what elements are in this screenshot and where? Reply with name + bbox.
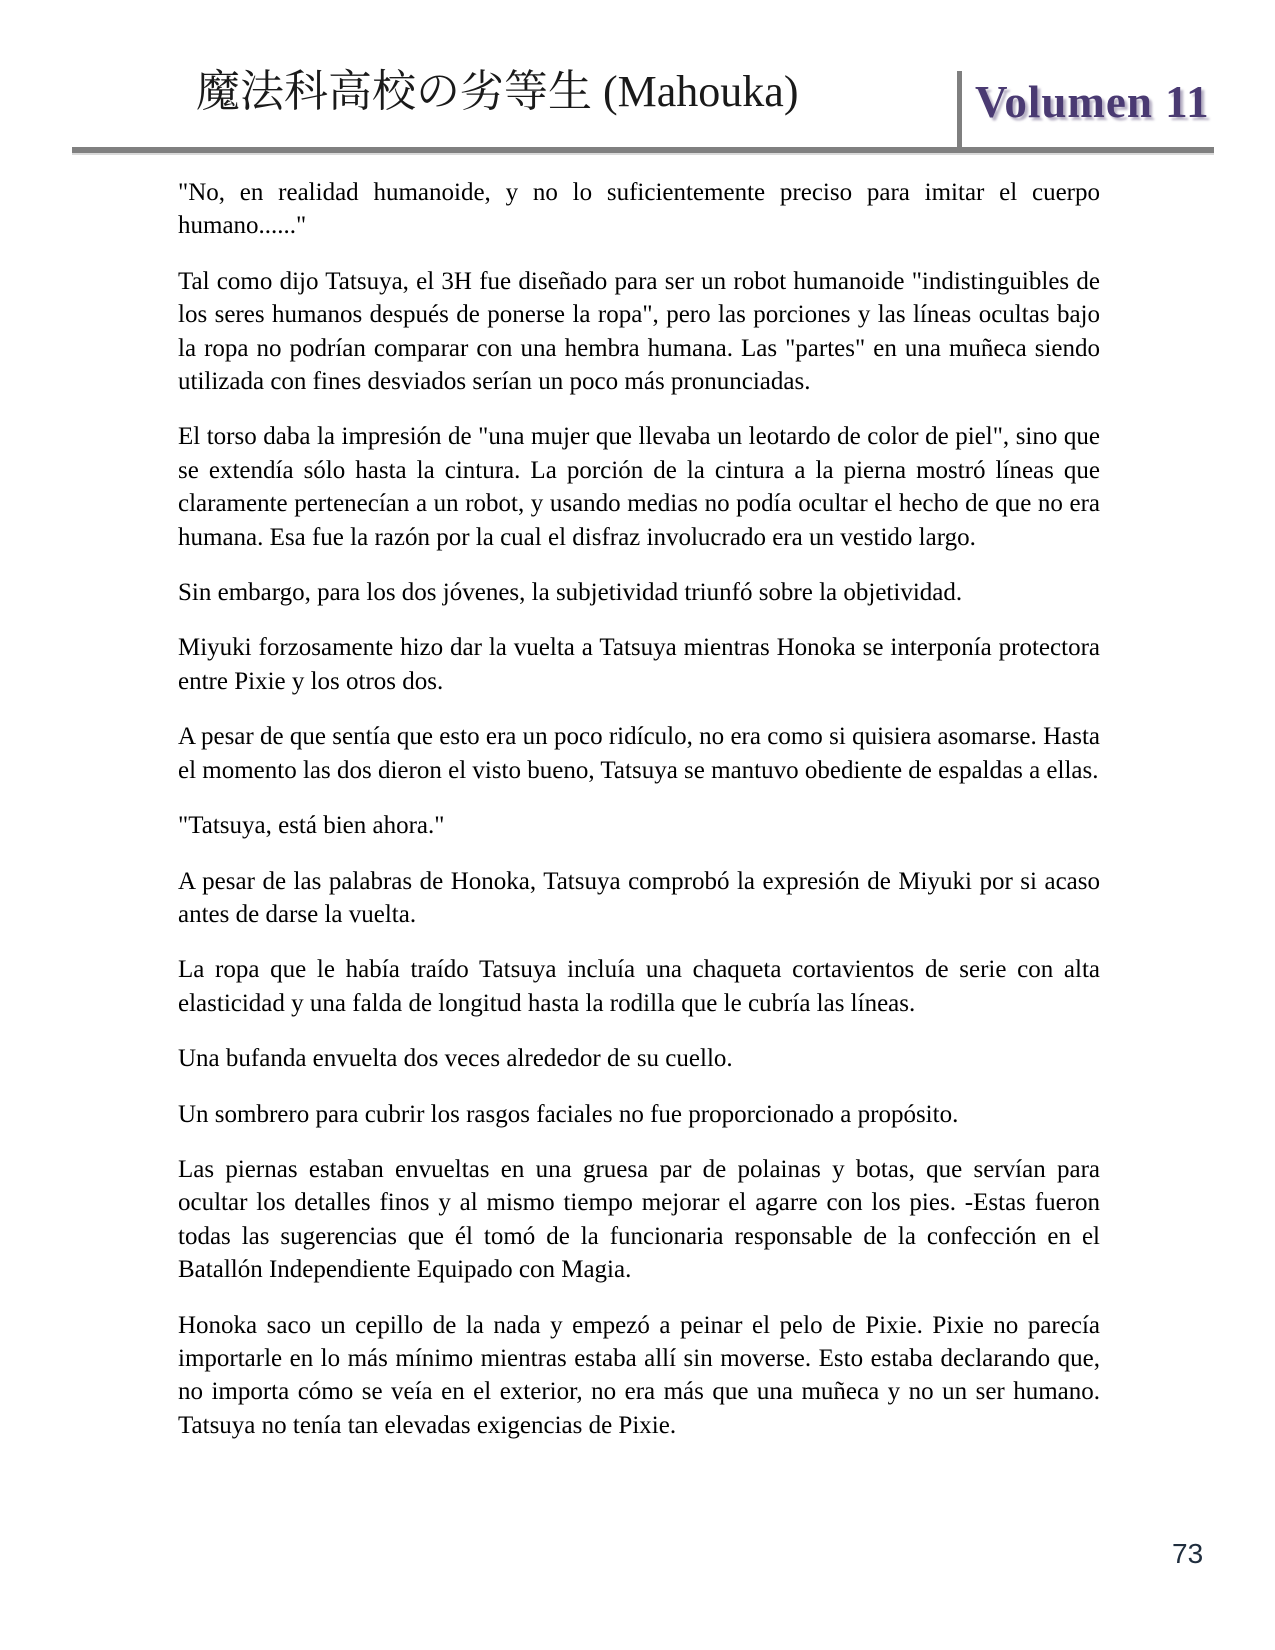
paragraph: Honoka saco un cepillo de la nada y empezó a peinar el pelo de Pixie. Pixie no parecía importarle en lo más mínimo mientras estaba allí sin moverse. Esto estaba declarando que, no importa cómo se veía en el exterior, no era más que una muñeca y no un ser humano. Tatsuya no tenía tan elevadas exigencias de Pixie.	[178, 1311, 1100, 1439]
paragraph: Un sombrero para cubrir los rasgos faciales no fue proporcionado a propósito.	[178, 1100, 959, 1128]
paragraph: Miyuki forzosamente hizo dar la vuelta a Tatsuya mientras Honoka se interponía protectora entre Pixie y los otros dos.	[178, 634, 1100, 695]
paragraph: "Tatsuya, está bien ahora."	[178, 812, 445, 840]
paragraph: Tal como dijo Tatsuya, el 3H fue diseñado para ser un robot humanoide "indistinguibles de los seres humanos después de ponerse la ropa", pero las porciones y las líneas ocultas bajo la ropa no podrían comparar con una hembra humana. Las "partes" en una muñeca siendo utilizada con fines desviados serían un poco más pronunciadas.	[178, 267, 1100, 396]
page-title: 魔法科高校の劣等生 (Mahouka)	[196, 67, 799, 116]
paragraph: Las piernas estaban envueltas en una gruesa par de polainas y botas, que servían para ocultar los detalles finos y al mismo tiempo mejorar el agarre con los pies. -Estas fueron todas las sugerencias que él tomó de la funcionaria responsable de la confección en el Batallón Independiente Equipado con Magia.	[178, 1155, 1100, 1284]
document-body	[178, 176, 1100, 1464]
header-vertical-divider	[957, 71, 962, 153]
page-number: 73	[1172, 1538, 1204, 1569]
header-horizontal-rule	[72, 147, 1214, 155]
paragraph: La ropa que le había traído Tatsuya incluía una chaqueta cortavientos de serie con alta elasticidad y una falda de longitud hasta la rodilla que le cubría las líneas.	[178, 956, 1100, 1017]
paragraph: Una bufanda envuelta dos veces alrededor de su cuello.	[178, 1045, 733, 1073]
paragraph: A pesar de las palabras de Honoka, Tatsuya comprobó la expresión de Miyuki por si acaso antes de darse la vuelta.	[178, 867, 1100, 928]
paragraph: "No, en realidad humanoide, y no lo suficientemente preciso para imitar el cuerpo humano......"	[178, 179, 1100, 240]
paragraph: El torso daba la impresión de "una mujer que llevaba un leotardo de color de piel", sino que se extendía sólo hasta la cintura. La porción de la cintura a la pierna mostró líneas que claramente pertenecían a un robot, y usando medias no podía ocultar el hecho de que no era humana. Esa fue la razón por la cual el disfraz involucrado era un vestido largo.	[178, 423, 1100, 551]
paragraph: Sin embargo, para los dos jóvenes, la subjetividad triunfó sobre la objetividad.	[178, 579, 963, 607]
paragraph: A pesar de que sentía que esto era un poco ridículo, no era como si quisiera asomarse. Hasta el momento las dos dieron el visto bueno, Tatsuya se mantuvo obediente de espaldas a ellas.	[178, 723, 1100, 784]
volume-label: Volumen 11	[975, 77, 1210, 127]
